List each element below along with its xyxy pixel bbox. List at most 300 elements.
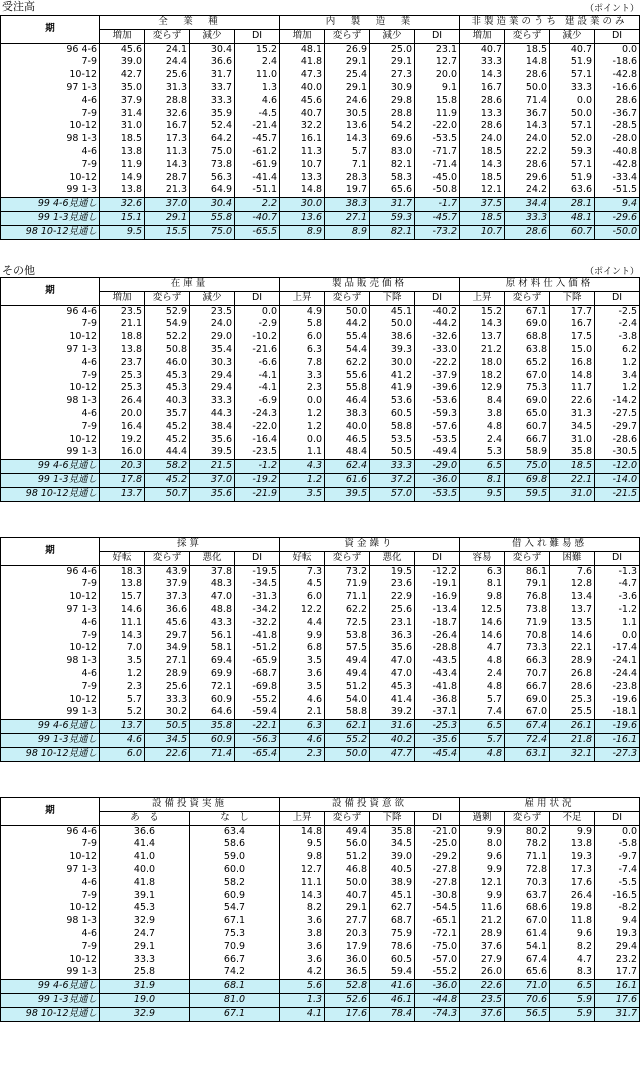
value-cell: 30.3 bbox=[190, 357, 235, 370]
value-cell: -61.9 bbox=[235, 159, 280, 172]
value-cell: -29.6 bbox=[595, 211, 640, 225]
table-row bbox=[1, 681, 640, 694]
value-cell: 41.6 bbox=[370, 980, 415, 994]
value-cell: -19.6 bbox=[595, 720, 640, 734]
inventory-price-table bbox=[0, 277, 640, 502]
value-cell: 11.0 bbox=[235, 69, 280, 82]
value-cell: 13.5 bbox=[550, 617, 595, 630]
value-cell: 19.2 bbox=[100, 434, 145, 447]
value-cell: 56.3 bbox=[190, 172, 235, 185]
value-cell: 40.0 bbox=[100, 864, 190, 877]
column-header: 増加 bbox=[100, 29, 145, 43]
value-cell: 25.6 bbox=[370, 604, 415, 617]
value-cell: 22.1 bbox=[550, 473, 595, 487]
value-cell: -34.5 bbox=[235, 578, 280, 591]
value-cell: -36.0 bbox=[415, 980, 460, 994]
value-cell: 12.1 bbox=[460, 877, 505, 890]
period-cell: 4-6 bbox=[1, 877, 100, 890]
period-cell: 7-9 bbox=[1, 681, 100, 694]
value-cell: 60.5 bbox=[370, 954, 415, 967]
value-cell: -26.4 bbox=[415, 630, 460, 643]
value-cell: 7.6 bbox=[550, 565, 595, 578]
value-cell: 14.6 bbox=[460, 617, 505, 630]
orders-table bbox=[0, 15, 640, 240]
period-cell: 10-12 bbox=[1, 331, 100, 344]
value-cell: 25.4 bbox=[325, 69, 370, 82]
value-cell: 0.0 bbox=[550, 95, 595, 108]
value-cell: 8.2 bbox=[550, 941, 595, 954]
value-cell: 32.2 bbox=[280, 120, 325, 133]
value-cell: 0.0 bbox=[235, 305, 280, 318]
table-row bbox=[1, 331, 640, 344]
value-cell: 16.7 bbox=[550, 318, 595, 331]
value-cell: 22.6 bbox=[550, 395, 595, 408]
value-cell: 0.0 bbox=[595, 630, 640, 643]
table-row bbox=[1, 630, 640, 643]
value-cell: 3.4 bbox=[595, 370, 640, 383]
period-cell: 7-9 bbox=[1, 159, 100, 172]
value-cell: 31.4 bbox=[100, 108, 145, 121]
value-cell: 13.3 bbox=[280, 172, 325, 185]
period-cell: 10-12 bbox=[1, 694, 100, 707]
value-cell: 50.0 bbox=[325, 305, 370, 318]
value-cell: 40.0 bbox=[280, 82, 325, 95]
value-cell: 32.6 bbox=[100, 198, 145, 212]
value-cell: 27.9 bbox=[460, 954, 505, 967]
value-cell: 19.3 bbox=[550, 851, 595, 864]
value-cell: -2.5 bbox=[595, 305, 640, 318]
value-cell: 5.3 bbox=[460, 446, 505, 459]
value-cell: 21.3 bbox=[145, 184, 190, 197]
value-cell: 17.9 bbox=[325, 941, 370, 954]
value-cell: 16.0 bbox=[100, 446, 145, 459]
value-cell: 41.4 bbox=[370, 694, 415, 707]
value-cell: -4.7 bbox=[595, 578, 640, 591]
value-cell: -4.1 bbox=[235, 370, 280, 383]
value-cell: 17.7 bbox=[595, 966, 640, 979]
value-cell: 16.4 bbox=[100, 421, 145, 434]
group-header: 借入れ難易感 bbox=[460, 538, 640, 552]
value-cell: 45.3 bbox=[145, 370, 190, 383]
value-cell: -65.9 bbox=[235, 655, 280, 668]
value-cell: 16.7 bbox=[460, 82, 505, 95]
column-header: 上昇 bbox=[280, 811, 325, 825]
value-cell: 4.7 bbox=[550, 954, 595, 967]
value-cell: 15.2 bbox=[235, 43, 280, 56]
value-cell: 5.7 bbox=[460, 694, 505, 707]
column-header: 下降 bbox=[370, 291, 415, 305]
value-cell: 6.5 bbox=[460, 720, 505, 734]
period-cell: 7-9 bbox=[1, 578, 100, 591]
value-cell: 13.4 bbox=[550, 591, 595, 604]
value-cell: 70.8 bbox=[505, 630, 550, 643]
value-cell: 73.8 bbox=[505, 604, 550, 617]
value-cell: -21.9 bbox=[235, 487, 280, 501]
value-cell: -7.4 bbox=[595, 864, 640, 877]
value-cell: 0.0 bbox=[280, 395, 325, 408]
period-header: 期 bbox=[1, 798, 100, 826]
value-cell: 58.3 bbox=[370, 172, 415, 185]
value-cell: -71.4 bbox=[415, 159, 460, 172]
value-cell: 19.0 bbox=[100, 993, 190, 1007]
value-cell: -56.3 bbox=[235, 733, 280, 747]
value-cell: -6.9 bbox=[235, 395, 280, 408]
value-cell: 5.7 bbox=[325, 146, 370, 159]
value-cell: 30.9 bbox=[370, 82, 415, 95]
value-cell: 15.5 bbox=[145, 225, 190, 239]
value-cell: 5.6 bbox=[280, 980, 325, 994]
value-cell: 14.8 bbox=[505, 56, 550, 69]
value-cell: -36.7 bbox=[595, 108, 640, 121]
value-cell: 35.6 bbox=[190, 434, 235, 447]
period-cell: 7-9 bbox=[1, 421, 100, 434]
value-cell: -4.5 bbox=[235, 108, 280, 121]
value-cell: 11.9 bbox=[100, 159, 145, 172]
value-cell: 60.7 bbox=[550, 225, 595, 239]
value-cell: 23.5 bbox=[190, 305, 235, 318]
value-cell: 35.8 bbox=[550, 446, 595, 459]
value-cell: 18.0 bbox=[460, 357, 505, 370]
value-cell: 1.2 bbox=[595, 382, 640, 395]
value-cell: -71.7 bbox=[415, 146, 460, 159]
period-cell: 10-12 bbox=[1, 434, 100, 447]
period-header: 期 bbox=[1, 16, 100, 44]
value-cell: 37.3 bbox=[145, 591, 190, 604]
value-cell: 50.0 bbox=[325, 747, 370, 761]
value-cell: -45.7 bbox=[235, 133, 280, 146]
value-cell: 48.1 bbox=[280, 43, 325, 56]
value-cell: 40.5 bbox=[370, 864, 415, 877]
table-row bbox=[1, 69, 640, 82]
value-cell: 72.5 bbox=[325, 617, 370, 630]
value-cell: -72.1 bbox=[415, 928, 460, 941]
value-cell: -16.4 bbox=[235, 434, 280, 447]
value-cell: 59.5 bbox=[505, 487, 550, 501]
forecast-row bbox=[1, 1007, 640, 1021]
value-cell: 18.8 bbox=[100, 331, 145, 344]
value-cell: 44.2 bbox=[325, 318, 370, 331]
value-cell: 70.7 bbox=[505, 668, 550, 681]
value-cell: 83.0 bbox=[370, 146, 415, 159]
value-cell: 9.6 bbox=[550, 928, 595, 941]
value-cell: -10.2 bbox=[235, 331, 280, 344]
value-cell: -45.7 bbox=[415, 211, 460, 225]
value-cell: 63.8 bbox=[505, 344, 550, 357]
value-cell: 14.8 bbox=[280, 184, 325, 197]
value-cell: 35.8 bbox=[370, 825, 415, 838]
table-row bbox=[1, 108, 640, 121]
value-cell: 48.4 bbox=[325, 446, 370, 459]
value-cell: 7.1 bbox=[325, 159, 370, 172]
value-cell: 39.1 bbox=[100, 890, 190, 903]
value-cell: 2.3 bbox=[100, 681, 145, 694]
value-cell: 69.0 bbox=[505, 694, 550, 707]
column-header: 容易 bbox=[460, 551, 505, 565]
value-cell: -21.4 bbox=[235, 120, 280, 133]
value-cell: 38.3 bbox=[325, 198, 370, 212]
value-cell: -14.0 bbox=[595, 473, 640, 487]
value-cell: 69.4 bbox=[190, 655, 235, 668]
value-cell: 33.3 bbox=[505, 211, 550, 225]
value-cell: 42.7 bbox=[100, 69, 145, 82]
period-cell: 98 1-3 bbox=[1, 395, 100, 408]
value-cell: 18.5 bbox=[505, 43, 550, 56]
value-cell: 13.7 bbox=[550, 604, 595, 617]
value-cell: 68.1 bbox=[190, 980, 280, 994]
value-cell: 45.2 bbox=[145, 473, 190, 487]
table-row bbox=[1, 706, 640, 719]
value-cell: 3.6 bbox=[280, 668, 325, 681]
column-header: 変らず bbox=[505, 551, 550, 565]
value-cell: 34.5 bbox=[145, 733, 190, 747]
value-cell: 56.5 bbox=[505, 1007, 550, 1021]
table-row bbox=[1, 421, 640, 434]
value-cell: -27.8 bbox=[415, 864, 460, 877]
value-cell: -16.5 bbox=[595, 890, 640, 903]
value-cell: 31.6 bbox=[370, 720, 415, 734]
value-cell: -59.3 bbox=[415, 408, 460, 421]
value-cell: 19.5 bbox=[370, 565, 415, 578]
value-cell: 17.7 bbox=[550, 305, 595, 318]
value-cell: 28.8 bbox=[370, 108, 415, 121]
value-cell: 49.4 bbox=[325, 825, 370, 838]
value-cell: -39.6 bbox=[415, 382, 460, 395]
value-cell: -32.2 bbox=[235, 617, 280, 630]
value-cell: -57.0 bbox=[415, 954, 460, 967]
table-row bbox=[1, 851, 640, 864]
value-cell: 29.1 bbox=[325, 902, 370, 915]
period-cell: 99 1-3 bbox=[1, 706, 100, 719]
period-cell: 10-12 bbox=[1, 902, 100, 915]
value-cell: 35.0 bbox=[100, 82, 145, 95]
column-header: DI bbox=[415, 811, 460, 825]
table-row bbox=[1, 668, 640, 681]
value-cell: 50.0 bbox=[505, 82, 550, 95]
value-cell: 39.5 bbox=[325, 487, 370, 501]
period-cell: 99 4-6見通し bbox=[1, 198, 100, 212]
value-cell: -29.2 bbox=[415, 851, 460, 864]
value-cell: 8.2 bbox=[280, 902, 325, 915]
value-cell: 4.5 bbox=[280, 578, 325, 591]
value-cell: 29.1 bbox=[325, 82, 370, 95]
value-cell: 17.8 bbox=[100, 473, 145, 487]
value-cell: 24.0 bbox=[190, 318, 235, 331]
value-cell: 28.9 bbox=[550, 655, 595, 668]
value-cell: 54.9 bbox=[145, 318, 190, 331]
value-cell: 4.6 bbox=[280, 694, 325, 707]
value-cell: 25.6 bbox=[145, 681, 190, 694]
value-cell: -5.8 bbox=[595, 838, 640, 851]
value-cell: 1.2 bbox=[595, 357, 640, 370]
value-cell: -28.6 bbox=[595, 434, 640, 447]
value-cell: -12.0 bbox=[595, 460, 640, 474]
period-cell: 96 4-6 bbox=[1, 825, 100, 838]
value-cell: 4.1 bbox=[280, 1007, 325, 1021]
value-cell: 35.8 bbox=[190, 720, 235, 734]
value-cell: -69.8 bbox=[235, 681, 280, 694]
table-row bbox=[1, 954, 640, 967]
column-header: な し bbox=[190, 811, 280, 825]
value-cell: 19.3 bbox=[595, 928, 640, 941]
value-cell: -65.4 bbox=[235, 747, 280, 761]
value-cell: 38.9 bbox=[370, 877, 415, 890]
value-cell: 36.5 bbox=[325, 966, 370, 979]
value-cell: 45.2 bbox=[145, 434, 190, 447]
value-cell: 67.0 bbox=[505, 706, 550, 719]
value-cell: 69.9 bbox=[190, 668, 235, 681]
value-cell: -18.7 bbox=[415, 617, 460, 630]
value-cell: 55.8 bbox=[325, 382, 370, 395]
value-cell: 20.0 bbox=[415, 69, 460, 82]
value-cell: 11.1 bbox=[280, 877, 325, 890]
period-cell: 99 1-3 bbox=[1, 184, 100, 197]
value-cell: 31.7 bbox=[190, 69, 235, 82]
value-cell: 2.3 bbox=[280, 382, 325, 395]
column-header: 変らず bbox=[505, 811, 550, 825]
value-cell: 23.7 bbox=[100, 357, 145, 370]
value-cell: 30.0 bbox=[370, 357, 415, 370]
forecast-row bbox=[1, 747, 640, 761]
value-cell: -51.1 bbox=[235, 184, 280, 197]
value-cell: 38.3 bbox=[325, 408, 370, 421]
group-header: 原材料仕入価格 bbox=[460, 278, 640, 292]
value-cell: -44.8 bbox=[415, 993, 460, 1007]
value-cell: -36.0 bbox=[415, 473, 460, 487]
value-cell: -65.1 bbox=[415, 915, 460, 928]
value-cell: 57.5 bbox=[325, 642, 370, 655]
value-cell: -29.0 bbox=[415, 460, 460, 474]
value-cell: -40.7 bbox=[235, 211, 280, 225]
value-cell: 28.6 bbox=[550, 681, 595, 694]
value-cell: 5.9 bbox=[550, 993, 595, 1007]
column-header: DI bbox=[235, 551, 280, 565]
table-row bbox=[1, 395, 640, 408]
value-cell: 69.8 bbox=[505, 473, 550, 487]
table-row bbox=[1, 578, 640, 591]
section-orders-title: 受注高 bbox=[2, 0, 35, 13]
group-header: 製品販売価格 bbox=[280, 278, 460, 292]
value-cell: 11.8 bbox=[550, 915, 595, 928]
value-cell: 23.1 bbox=[370, 617, 415, 630]
value-cell: 14.8 bbox=[280, 825, 325, 838]
column-header: 増加 bbox=[100, 291, 145, 305]
value-cell: 6.3 bbox=[280, 344, 325, 357]
value-cell: 33.3 bbox=[100, 954, 190, 967]
value-cell: 74.2 bbox=[190, 966, 280, 979]
period-cell: 4-6 bbox=[1, 146, 100, 159]
value-cell: -18.6 bbox=[595, 56, 640, 69]
value-cell: -40.2 bbox=[415, 305, 460, 318]
capex-employment-table bbox=[0, 797, 640, 1022]
value-cell: 17.3 bbox=[550, 864, 595, 877]
value-cell: 29.1 bbox=[325, 56, 370, 69]
value-cell: 9.8 bbox=[460, 591, 505, 604]
value-cell: -1.2 bbox=[235, 460, 280, 474]
value-cell: 3.8 bbox=[280, 928, 325, 941]
value-cell: 3.5 bbox=[280, 487, 325, 501]
value-cell: 19.7 bbox=[325, 184, 370, 197]
table-row bbox=[1, 915, 640, 928]
value-cell: 71.1 bbox=[505, 851, 550, 864]
value-cell: -24.4 bbox=[595, 668, 640, 681]
value-cell: 45.1 bbox=[370, 305, 415, 318]
value-cell: -28.0 bbox=[595, 133, 640, 146]
value-cell: 45.3 bbox=[100, 902, 190, 915]
value-cell: 5.7 bbox=[460, 733, 505, 747]
value-cell: -37.1 bbox=[415, 706, 460, 719]
value-cell: 41.8 bbox=[280, 56, 325, 69]
value-cell: 15.8 bbox=[415, 95, 460, 108]
value-cell: -2.4 bbox=[595, 318, 640, 331]
value-cell: 3.6 bbox=[280, 954, 325, 967]
value-cell: 53.6 bbox=[370, 395, 415, 408]
value-cell: 39.5 bbox=[190, 446, 235, 459]
value-cell: 18.5 bbox=[460, 211, 505, 225]
value-cell: 12.9 bbox=[460, 382, 505, 395]
value-cell: 66.7 bbox=[190, 954, 280, 967]
table-row bbox=[1, 382, 640, 395]
column-header: DI bbox=[235, 291, 280, 305]
profit-funding-table bbox=[0, 537, 640, 762]
value-cell: 24.0 bbox=[505, 133, 550, 146]
value-cell: 15.7 bbox=[100, 591, 145, 604]
value-cell: 13.8 bbox=[550, 838, 595, 851]
value-cell: 36.6 bbox=[145, 604, 190, 617]
value-cell: 6.0 bbox=[100, 747, 145, 761]
value-cell: 9.9 bbox=[460, 864, 505, 877]
value-cell: 86.1 bbox=[505, 565, 550, 578]
value-cell: 30.5 bbox=[325, 108, 370, 121]
value-cell: 6.0 bbox=[280, 331, 325, 344]
value-cell: 4.2 bbox=[280, 966, 325, 979]
value-cell: 71.0 bbox=[505, 980, 550, 994]
column-header: 変らず bbox=[145, 551, 190, 565]
value-cell: 28.9 bbox=[145, 668, 190, 681]
value-cell: -22.2 bbox=[415, 357, 460, 370]
value-cell: 59.0 bbox=[190, 851, 280, 864]
value-cell: 70.6 bbox=[505, 993, 550, 1007]
value-cell: 5.9 bbox=[550, 1007, 595, 1021]
value-cell: 79.1 bbox=[505, 578, 550, 591]
value-cell: 31.7 bbox=[370, 198, 415, 212]
value-cell: 34.9 bbox=[145, 642, 190, 655]
value-cell: 0.0 bbox=[280, 434, 325, 447]
period-cell: 7-9 bbox=[1, 370, 100, 383]
value-cell: 49.4 bbox=[325, 655, 370, 668]
table-row bbox=[1, 604, 640, 617]
table-row bbox=[1, 172, 640, 185]
column-header: 困難 bbox=[550, 551, 595, 565]
value-cell: 57.1 bbox=[550, 69, 595, 82]
value-cell: 37.0 bbox=[190, 473, 235, 487]
value-cell: 59.3 bbox=[370, 211, 415, 225]
value-cell: 26.4 bbox=[100, 395, 145, 408]
value-cell: 1.2 bbox=[280, 408, 325, 421]
value-cell: 37.2 bbox=[370, 473, 415, 487]
value-cell: 62.7 bbox=[370, 902, 415, 915]
value-cell: 14.3 bbox=[280, 890, 325, 903]
value-cell: 33.3 bbox=[460, 56, 505, 69]
value-cell: 54.7 bbox=[190, 902, 280, 915]
column-header: 増加 bbox=[280, 29, 325, 43]
value-cell: 2.4 bbox=[460, 434, 505, 447]
value-cell: 9.9 bbox=[550, 825, 595, 838]
value-cell: 47.7 bbox=[370, 747, 415, 761]
value-cell: 51.9 bbox=[550, 172, 595, 185]
value-cell: 26.8 bbox=[550, 668, 595, 681]
value-cell: 54.2 bbox=[370, 120, 415, 133]
value-cell: -1.2 bbox=[595, 604, 640, 617]
